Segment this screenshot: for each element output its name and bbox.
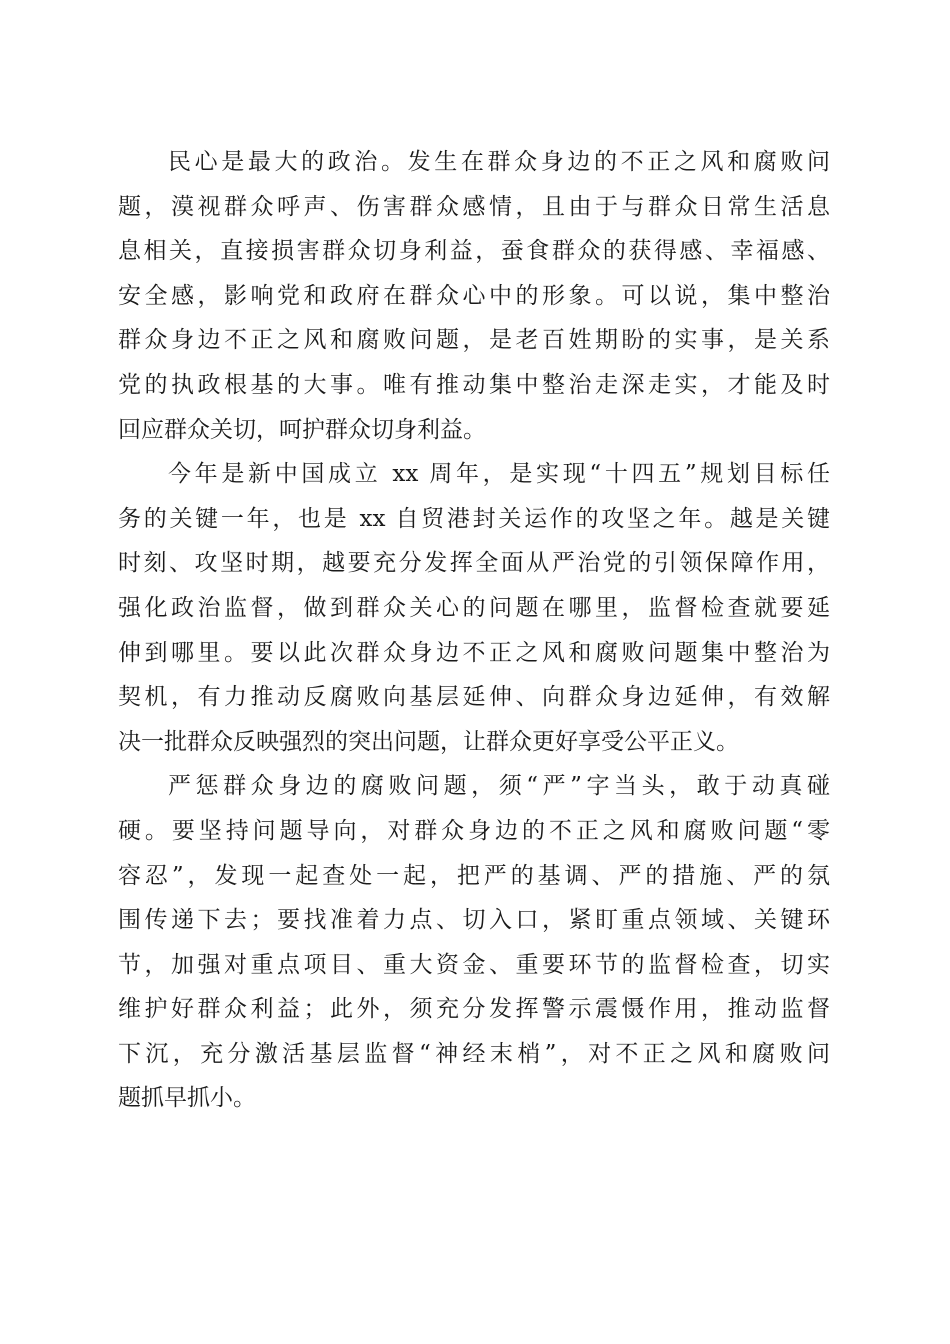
paragraph-line: 群众身边不正之风和腐败问题，是老百姓期盼的实事，是关系 — [118, 327, 830, 354]
paragraph-2 — [118, 452, 830, 764]
paragraph-line: 息相关，直接损害群众切身利益，蚕食群众的获得感、幸福感、 — [118, 238, 830, 265]
paragraph-line: 题抓早抓小。 — [118, 1085, 256, 1112]
paragraph-line: 伸到哪里。要以此次群众身边不正之风和腐败问题集中整治为 — [118, 639, 830, 666]
paragraph-line: 务的关键一年，也是 xx 自贸港封关运作的攻坚之年。越是关键 — [118, 505, 830, 532]
paragraph-3 — [118, 764, 830, 1121]
paragraph-line: 题，漠视群众呼声、伤害群众感情，且由于与群众日常生活息 — [118, 193, 830, 220]
paragraph-line: 下沉，充分激活基层监督“神经末梢”，对不正之风和腐败问 — [118, 1040, 830, 1067]
paragraph-line: 回应群众关切，呵护群众切身利益。 — [118, 416, 486, 443]
paragraph-line: 安全感，影响党和政府在群众心中的形象。可以说，集中整治 — [118, 282, 830, 309]
document-body — [118, 140, 830, 1121]
paragraph-line: 容忍”，发现一起查处一起，把严的基调、严的措施、严的氛 — [118, 862, 830, 889]
paragraph-line: 围传递下去；要找准着力点、切入口，紧盯重点领域、关键环 — [118, 907, 830, 934]
paragraph-line: 时刻、攻坚时期，越要充分发挥全面从严治党的引领保障作用， — [118, 550, 830, 577]
paragraph-line: 严惩群众身边的腐败问题，须“严”字当头，敢于动真碰 — [168, 773, 830, 800]
paragraph-line: 党的执政根基的大事。唯有推动集中整治走深走实，才能及时 — [118, 371, 830, 398]
paragraph-line: 维护好群众利益；此外，须充分发挥警示震慑作用，推动监督 — [118, 996, 830, 1023]
paragraph-line: 节，加强对重点项目、重大资金、重要环节的监督检查，切实 — [118, 951, 830, 978]
paragraph-line: 民心是最大的政治。发生在群众身边的不正之风和腐败问 — [168, 149, 830, 175]
paragraph-line: 今年是新中国成立 xx 周年，是实现“十四五”规划目标任 — [168, 461, 830, 488]
paragraph-1 — [118, 140, 830, 452]
paragraph-line: 强化政治监督，做到群众关心的问题在哪里，监督检查就要延 — [118, 594, 830, 621]
paragraph-line: 决一批群众反映强烈的突出问题，让群众更好享受公平正义。 — [118, 728, 739, 755]
paragraph-line: 硬。要坚持问题导向，对群众身边的不正之风和腐败问题“零 — [118, 817, 830, 844]
paragraph-line: 契机，有力推动反腐败向基层延伸、向群众身边延伸，有效解 — [118, 684, 830, 711]
